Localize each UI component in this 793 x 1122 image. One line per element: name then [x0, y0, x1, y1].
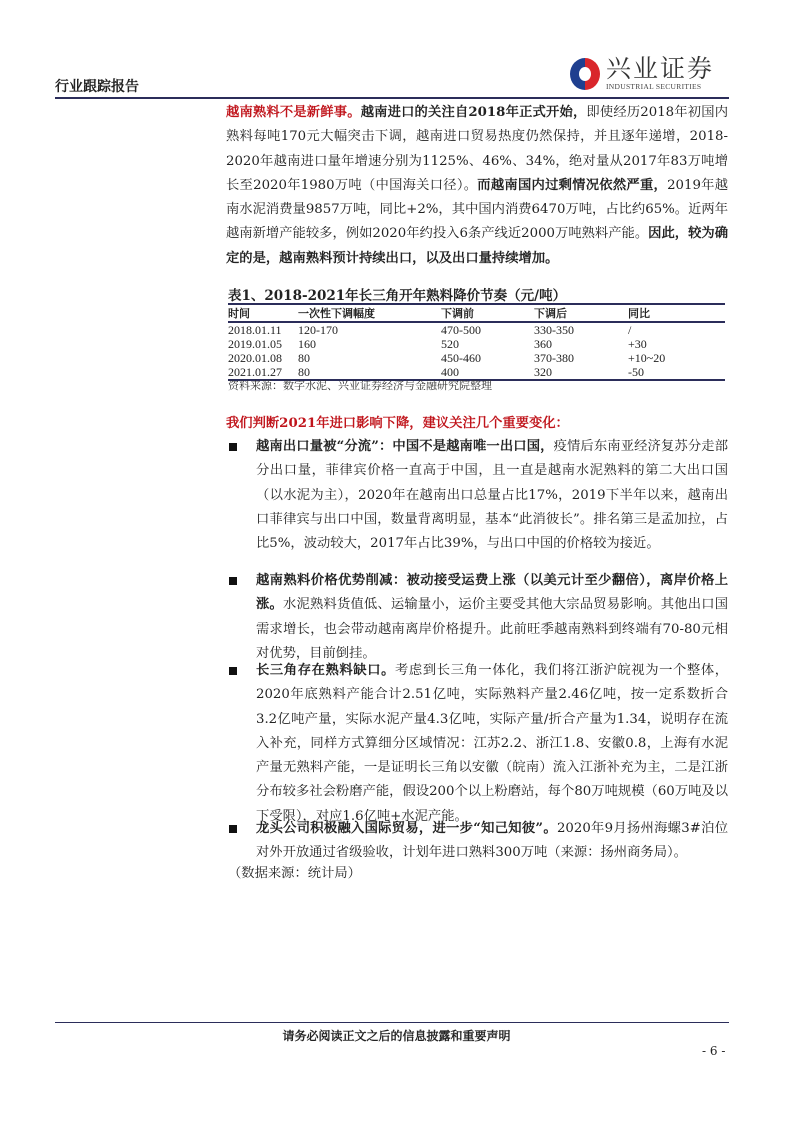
table-header: 下调前 [441, 304, 534, 322]
bullet-item [226, 659, 728, 829]
bullet-square-icon [229, 825, 237, 833]
table-header: 时间 [228, 304, 298, 322]
table-cell: 360 [534, 337, 552, 351]
bullet-bold: 越南熟料价格优势削减：被动接受运费上涨（以美元计至少翻倍），离岸价格上涨。 [256, 573, 728, 613]
table-cell: 2019.01.05 [228, 337, 282, 351]
bullet-item [226, 435, 728, 556]
page-number: - 6 - [702, 1044, 726, 1058]
table-row [228, 337, 725, 351]
table-cell: -50 [628, 365, 725, 380]
bullet-square-icon [229, 577, 237, 585]
table-cell: 2020.01.08 [228, 351, 282, 365]
bullet-item [226, 817, 728, 866]
bold2: 而越南国内过剩情况依然严重， [477, 177, 668, 193]
table-header: 同比 [628, 304, 725, 322]
bullet-text: 考虑到长三角一体化，我们将江浙沪皖视为一个整体，2020年底熟料产能合计2.51亿吨，实际熟料产量2.46亿吨，按一定系数折合3.2亿吨产量，实际水泥产量4.3亿吨，实际产量/折合产量为1.34，说明存在流入补充，同样方式算细分区域情况：江苏2.2、浙江1.8、安徽0.8，上海有水泥产量无熟料产能，一是证明长三角以安徽（皖南）流入江浙补充为主，二是江浙分布较多社会粉磨产能，假设200个以上粉磨站，每个80万吨规模（60万吨及以下受限），对应1.6亿吨+水泥产能。 [256, 663, 729, 824]
table-cell: +30 [628, 337, 647, 351]
table-cell: 320 [534, 365, 628, 380]
table-cell: 120-170 [298, 323, 338, 337]
table-cell: 80 [298, 351, 310, 365]
table-row [228, 351, 725, 365]
table-cell: 2018.01.11 [228, 323, 282, 337]
table-cell: 450-460 [441, 351, 481, 365]
bullet-square-icon [229, 667, 237, 675]
bullet-bold: 越南出口量被“分流”：中国不是越南唯一出口国， [256, 439, 554, 454]
table-title: 表1、2018-2021年长三角开年熟料降价节奏（元/吨） [228, 288, 567, 304]
table-header: 下调后 [534, 304, 628, 322]
table-row [228, 322, 725, 337]
report-type-label: 行业跟踪报告 [55, 79, 139, 95]
table-cell: +10~20 [628, 351, 666, 365]
bullet-bold: 长三角存在熟料缺口。 [256, 663, 396, 678]
data-source-note: （数据来源：统计局） [228, 866, 361, 881]
company-logo [570, 56, 714, 91]
logo-en: INDUSTRIAL SECURITIES [606, 82, 702, 91]
table-cell: 470-500 [441, 323, 481, 337]
table-cell: / [628, 323, 632, 337]
section-heading: 我们判断2021年进口影响下降，建议关注几个重要变化： [226, 416, 569, 431]
bullet-item [226, 569, 728, 666]
header-divider [55, 97, 729, 99]
logo-icon [570, 58, 600, 90]
price-cut-table [228, 303, 725, 381]
lead-bold: 越南进口的关注自2018年正式开始， [360, 105, 587, 120]
table-source: 资料来源：数字水泥、兴业证券经济与金融研究院整理 [228, 379, 492, 392]
bullet-text: 疫情后东南亚经济复苏分走部分出口量，菲律宾价格一直高于中国，且一直是越南水泥熟料的第二大出口国（以水泥为主），2020年在越南出口总量占比17%，2019下半年以来，越南出口菲律宾与出口中国，数量背离明显，基本“此消彼长”。排名第三是孟加拉，占比5%，波动较大，2017年占比39%，与出口中国的价格较为接近。 [256, 439, 729, 552]
table-cell: 400 [441, 365, 534, 380]
bullet-bold: 龙头公司积极融入国际贸易，进一步“知己知彼”。 [256, 821, 557, 836]
bullet-text: 2020年9月扬州海螺3#泊位对外开放通过省级验收，计划年进口熟料300万吨（来源：扬州商务局）。 [256, 821, 728, 861]
text2: 2019年越南水泥消费量9857万吨，同比+2%，其中国内消费6470万吨，占比约65%。近两年越南新增产能较多，例如2020年约投入6条产线近2000万吨熟料产能。 [226, 177, 729, 242]
bullet-text: 水泥熟料货值低、运输量小，运价主要受其他大宗品贸易影响。其他出口国需求增长，也会带动越南离岸价格提升。此前旺季越南熟料到终端有70-80元相对优势，目前倒挂。 [256, 597, 729, 661]
paragraph-vietnam-clinker [226, 101, 728, 271]
table-cell: 520 [441, 337, 459, 351]
footer-divider [55, 1022, 729, 1023]
logo-cn: 兴业证券 [606, 54, 715, 83]
table-header: 一次性下调幅度 [298, 304, 441, 322]
bold3: 因此，较为确定的是，越南熟料预计持续出口，以及出口量持续增加。 [226, 226, 729, 266]
table-cell: 160 [298, 337, 316, 351]
table-header-row [228, 304, 725, 322]
table-cell: 330-350 [534, 323, 574, 337]
table-cell: 2021.01.27 [228, 365, 298, 380]
lead-red: 越南熟料不是新鲜事。 [226, 105, 361, 120]
table-cell: 370-380 [534, 351, 574, 365]
footer-disclaimer: 请务必阅读正文之后的信息披露和重要声明 [282, 1029, 511, 1043]
text1: 即使经历2018年初国内熟料每吨170元大幅突击下调，越南进口贸易热度仍然保持，并且逐年递增，2018-2020年越南进口量年增速分别为1125%、46%、34%，绝对量从2017年83万吨增长至2020年1980万吨（中国海关口径）。 [226, 105, 729, 193]
table-cell: 80 [298, 365, 441, 380]
bullet-square-icon [229, 443, 237, 451]
